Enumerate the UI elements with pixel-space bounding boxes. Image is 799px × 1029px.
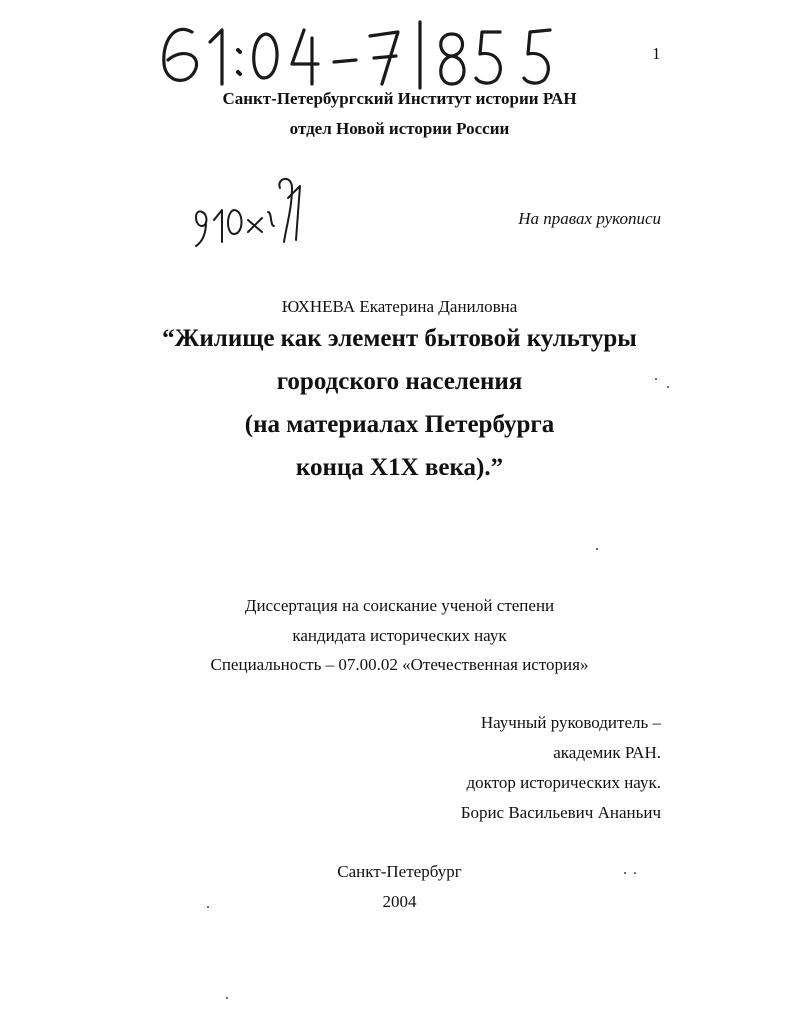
supervisor-label: Научный руководитель – (480, 713, 661, 732)
author-name: ЮХНЕВА Екатерина Даниловна (281, 297, 518, 316)
supervisor-degree: доктор исторических наук. (466, 773, 661, 792)
scan-speck (226, 997, 228, 999)
supervisor-title: академик РАН. (553, 743, 661, 762)
scan-speck (667, 386, 669, 388)
manuscript-rights-note: На правах рукописи (518, 209, 661, 228)
dissertation-title-line-4: конца Х1Х века).” (295, 454, 504, 481)
degree-statement: Диссертация на соискание ученой степени (244, 596, 555, 615)
city: Санкт-Петербург (337, 862, 462, 881)
handwritten-mark (188, 168, 308, 258)
year: 2004 (382, 892, 417, 911)
scan-speck (655, 378, 657, 380)
degree-name: кандидата исторических наук (292, 626, 507, 645)
institute-name: Санкт-Петербургский Институт истории РАН (222, 89, 577, 108)
department-name: отдел Новой истории России (289, 119, 510, 138)
specialty: Специальность – 07.00.02 «Отечественная история» (210, 655, 589, 674)
dissertation-title-line-2: городского населения (276, 368, 523, 395)
supervisor-name: Борис Васильевич Ананьич (460, 803, 661, 822)
scan-speck (207, 906, 209, 908)
scan-speck (596, 548, 598, 550)
page-number: 1 (652, 44, 661, 63)
dissertation-title-line-3: (на материалах Петербурга (244, 411, 555, 438)
handwritten-call-number (152, 12, 572, 90)
scan-speck (634, 872, 636, 874)
dissertation-title-line-1: “Жилище как элемент бытовой культуры (162, 325, 637, 352)
scan-speck (624, 872, 626, 874)
